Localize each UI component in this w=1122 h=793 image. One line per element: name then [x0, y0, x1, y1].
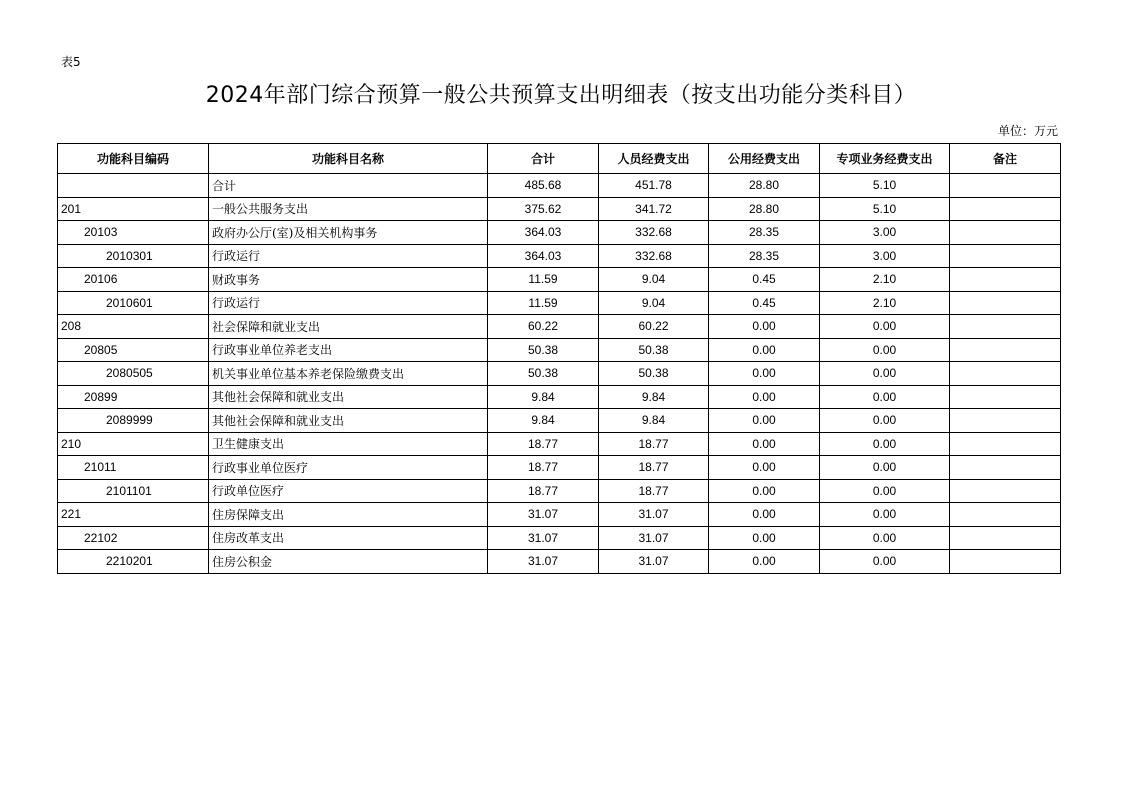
table-row: [58, 174, 1061, 198]
special-cell: 3.00: [820, 221, 950, 245]
table-row: [58, 503, 1061, 527]
total-cell: 18.77: [488, 432, 599, 456]
code-cell: 208: [58, 315, 209, 339]
personnel-cell: 18.77: [599, 456, 709, 480]
column-header-personnel: 人员经费支出: [599, 144, 709, 174]
special-cell: 0.00: [820, 550, 950, 574]
name-cell: 行政运行: [209, 291, 488, 315]
code-cell: 2080505: [58, 362, 209, 386]
code-cell: 2101101: [58, 479, 209, 503]
column-header-public: 公用经费支出: [709, 144, 820, 174]
total-cell: 60.22: [488, 315, 599, 339]
special-cell: 0.00: [820, 362, 950, 386]
name-cell: 机关事业单位基本养老保险缴费支出: [209, 362, 488, 386]
special-cell: 5.10: [820, 174, 950, 198]
code-cell: 20899: [58, 385, 209, 409]
note-cell: [950, 409, 1061, 433]
public-cell: 0.00: [709, 385, 820, 409]
special-cell: 0.00: [820, 338, 950, 362]
name-cell: 住房公积金: [209, 550, 488, 574]
name-cell: 卫生健康支出: [209, 432, 488, 456]
name-cell: 政府办公厅(室)及相关机构事务: [209, 221, 488, 245]
personnel-cell: 341.72: [599, 197, 709, 221]
table-row: [58, 244, 1061, 268]
total-cell: 18.77: [488, 479, 599, 503]
note-cell: [950, 197, 1061, 221]
personnel-cell: 50.38: [599, 362, 709, 386]
note-cell: [950, 526, 1061, 550]
name-cell: 行政事业单位养老支出: [209, 338, 488, 362]
total-cell: 31.07: [488, 503, 599, 527]
code-cell: 21011: [58, 456, 209, 480]
table-row: [58, 362, 1061, 386]
public-cell: 28.35: [709, 221, 820, 245]
table-header: [58, 144, 1061, 174]
personnel-cell: 332.68: [599, 244, 709, 268]
name-cell: 一般公共服务支出: [209, 197, 488, 221]
public-cell: 28.80: [709, 174, 820, 198]
code-cell: 20805: [58, 338, 209, 362]
table-row: [58, 315, 1061, 339]
note-cell: [950, 315, 1061, 339]
table-row: [58, 338, 1061, 362]
column-header-name: 功能科目名称: [209, 144, 488, 174]
public-cell: 0.00: [709, 526, 820, 550]
note-cell: [950, 456, 1061, 480]
personnel-cell: 31.07: [599, 503, 709, 527]
code-cell: 20103: [58, 221, 209, 245]
column-header-note: 备注: [950, 144, 1061, 174]
public-cell: 0.00: [709, 362, 820, 386]
total-cell: 375.62: [488, 197, 599, 221]
personnel-cell: 18.77: [599, 432, 709, 456]
table-row: [58, 456, 1061, 480]
public-cell: 28.80: [709, 197, 820, 221]
special-cell: 0.00: [820, 385, 950, 409]
special-cell: 0.00: [820, 409, 950, 433]
expenditure-table: [57, 143, 1061, 574]
personnel-cell: 31.07: [599, 550, 709, 574]
note-cell: [950, 291, 1061, 315]
total-cell: 364.03: [488, 221, 599, 245]
total-cell: 11.59: [488, 291, 599, 315]
unit-label: 单位：万元: [997, 124, 1058, 138]
public-cell: 0.45: [709, 268, 820, 292]
personnel-cell: 9.84: [599, 409, 709, 433]
column-header-code: 功能科目编码: [58, 144, 209, 174]
code-cell: 2010301: [58, 244, 209, 268]
code-cell: 210: [58, 432, 209, 456]
personnel-cell: 9.84: [599, 385, 709, 409]
table-row: [58, 432, 1061, 456]
public-cell: 0.45: [709, 291, 820, 315]
note-cell: [950, 268, 1061, 292]
note-cell: [950, 221, 1061, 245]
note-cell: [950, 244, 1061, 268]
table-row: [58, 221, 1061, 245]
public-cell: 28.35: [709, 244, 820, 268]
name-cell: 住房保障支出: [209, 503, 488, 527]
code-cell: 22102: [58, 526, 209, 550]
name-cell: 行政单位医疗: [209, 479, 488, 503]
column-header-total: 合计: [488, 144, 599, 174]
personnel-cell: 18.77: [599, 479, 709, 503]
personnel-cell: 9.04: [599, 268, 709, 292]
page-title: 2024年部门综合预算一般公共预算支出明细表（按支出功能分类科目）: [205, 83, 917, 108]
special-cell: 5.10: [820, 197, 950, 221]
personnel-cell: 60.22: [599, 315, 709, 339]
table-number-label: 表5: [61, 55, 81, 69]
name-cell: 财政事务: [209, 268, 488, 292]
table-row: [58, 526, 1061, 550]
total-cell: 9.84: [488, 385, 599, 409]
special-cell: 0.00: [820, 432, 950, 456]
table-row: [58, 268, 1061, 292]
personnel-cell: 31.07: [599, 526, 709, 550]
personnel-cell: 50.38: [599, 338, 709, 362]
header-row: [58, 144, 1061, 174]
special-cell: 0.00: [820, 456, 950, 480]
total-cell: 9.84: [488, 409, 599, 433]
table-row: [58, 409, 1061, 433]
name-cell: 社会保障和就业支出: [209, 315, 488, 339]
code-cell: 2210201: [58, 550, 209, 574]
name-cell: 合计: [209, 174, 488, 198]
special-cell: 0.00: [820, 315, 950, 339]
note-cell: [950, 432, 1061, 456]
personnel-cell: 332.68: [599, 221, 709, 245]
code-cell: 2010601: [58, 291, 209, 315]
table-row: [58, 385, 1061, 409]
code-cell: 201: [58, 197, 209, 221]
note-cell: [950, 362, 1061, 386]
personnel-cell: 9.04: [599, 291, 709, 315]
total-cell: 364.03: [488, 244, 599, 268]
note-cell: [950, 479, 1061, 503]
table-row: [58, 291, 1061, 315]
note-cell: [950, 550, 1061, 574]
public-cell: 0.00: [709, 479, 820, 503]
total-cell: 31.07: [488, 550, 599, 574]
name-cell: 行政事业单位医疗: [209, 456, 488, 480]
table-body: [58, 174, 1061, 574]
name-cell: 行政运行: [209, 244, 488, 268]
table-row: [58, 550, 1061, 574]
public-cell: 0.00: [709, 503, 820, 527]
name-cell: 住房改革支出: [209, 526, 488, 550]
public-cell: 0.00: [709, 409, 820, 433]
public-cell: 0.00: [709, 456, 820, 480]
special-cell: 0.00: [820, 479, 950, 503]
table-row: [58, 197, 1061, 221]
total-cell: 50.38: [488, 362, 599, 386]
total-cell: 11.59: [488, 268, 599, 292]
public-cell: 0.00: [709, 550, 820, 574]
public-cell: 0.00: [709, 315, 820, 339]
special-cell: 0.00: [820, 526, 950, 550]
note-cell: [950, 385, 1061, 409]
note-cell: [950, 503, 1061, 527]
code-cell: [58, 174, 209, 198]
code-cell: 221: [58, 503, 209, 527]
code-cell: 2089999: [58, 409, 209, 433]
total-cell: 18.77: [488, 456, 599, 480]
total-cell: 485.68: [488, 174, 599, 198]
special-cell: 2.10: [820, 268, 950, 292]
special-cell: 2.10: [820, 291, 950, 315]
name-cell: 其他社会保障和就业支出: [209, 409, 488, 433]
special-cell: 3.00: [820, 244, 950, 268]
public-cell: 0.00: [709, 432, 820, 456]
personnel-cell: 451.78: [599, 174, 709, 198]
name-cell: 其他社会保障和就业支出: [209, 385, 488, 409]
code-cell: 20106: [58, 268, 209, 292]
total-cell: 31.07: [488, 526, 599, 550]
public-cell: 0.00: [709, 338, 820, 362]
special-cell: 0.00: [820, 503, 950, 527]
note-cell: [950, 174, 1061, 198]
table-row: [58, 479, 1061, 503]
total-cell: 50.38: [488, 338, 599, 362]
note-cell: [950, 338, 1061, 362]
column-header-special: 专项业务经费支出: [820, 144, 950, 174]
